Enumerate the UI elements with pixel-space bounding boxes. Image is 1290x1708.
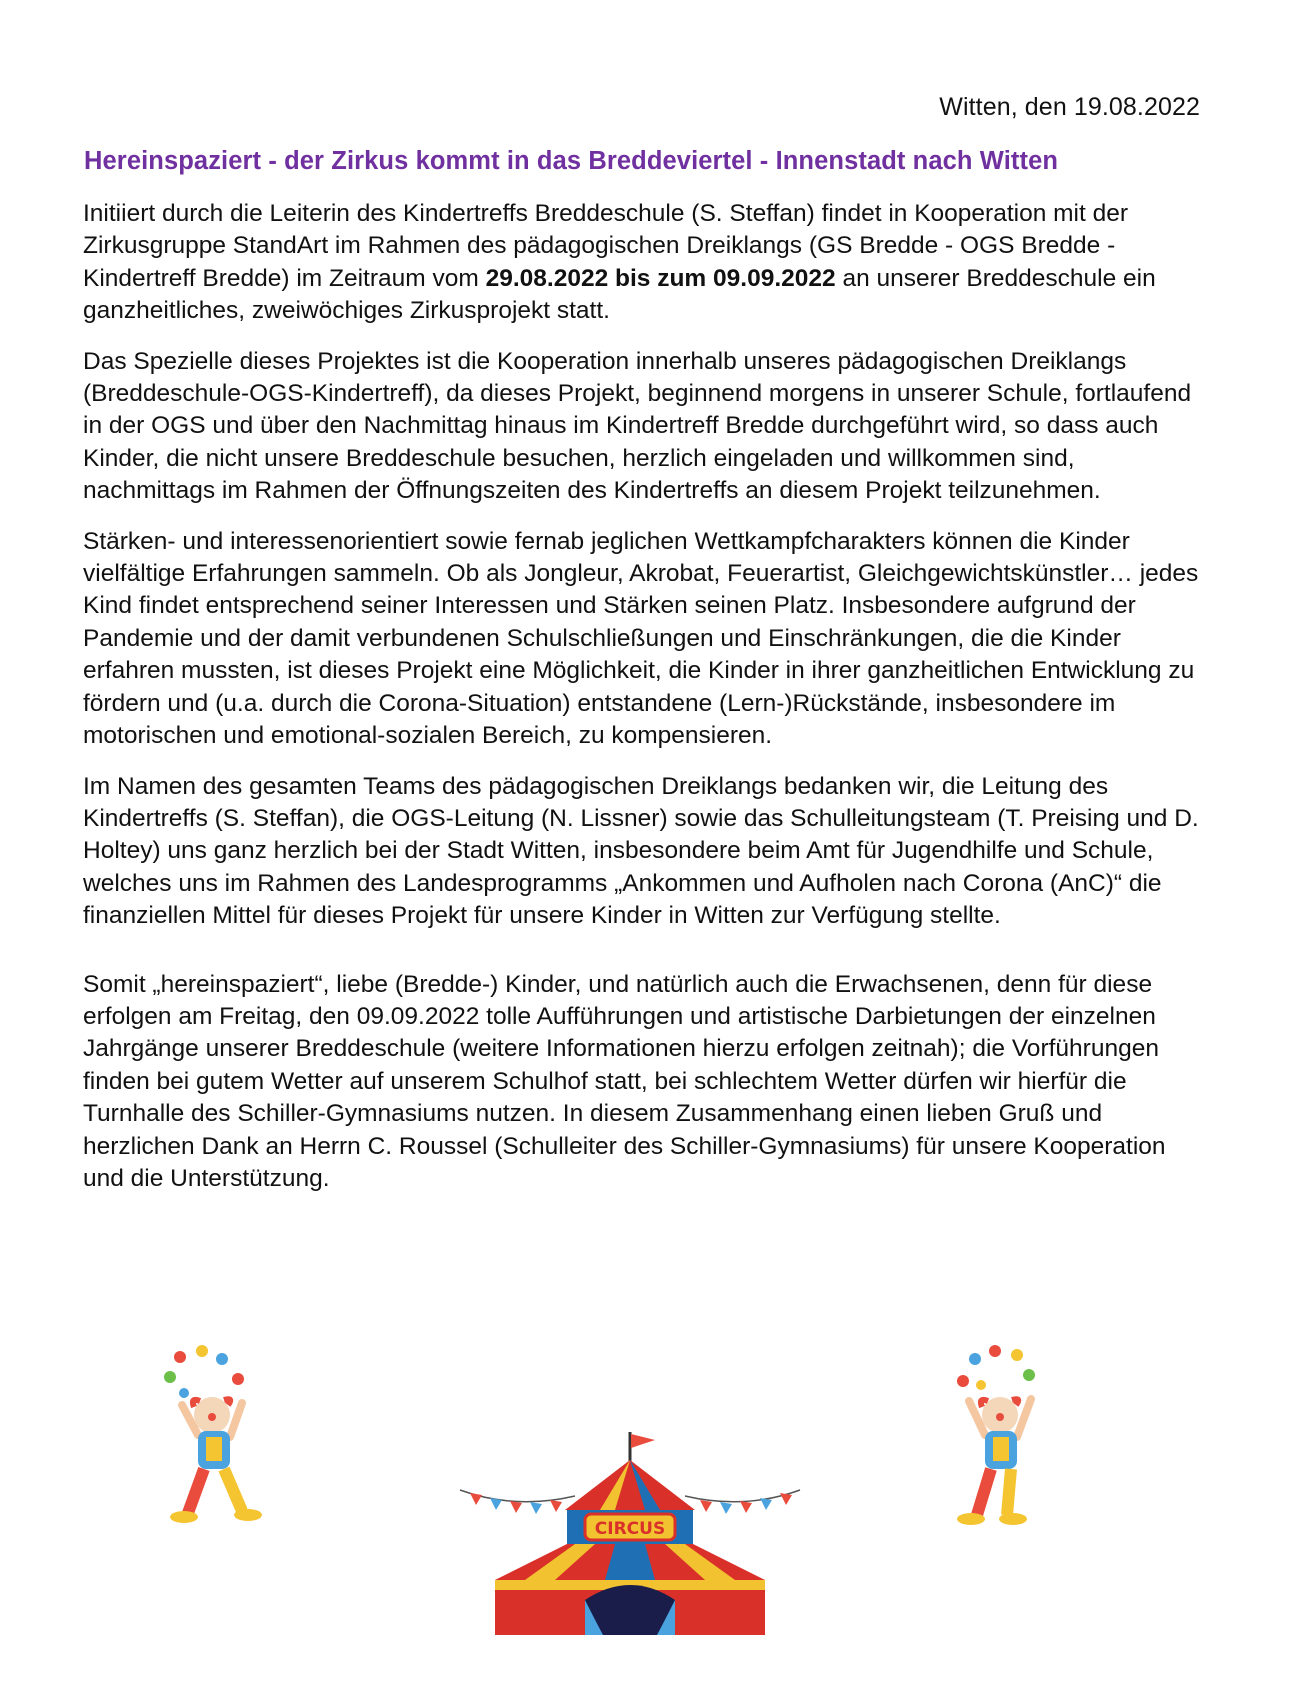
juggling-clown-icon (945, 1345, 1095, 1535)
paragraph-intro-text-2: an unserer Breddeschule ein ganzheitliches, zweiwöchiges Zirkusprojekt statt. (83, 264, 1156, 325)
document-title: Hereinspaziert - der Zirkus kommt in das Breddeviertel - Innenstadt nach Witten (84, 147, 1059, 175)
paragraph-intro-text-1: Initiiert durch die Leiterin des Kindertreffs Breddeschule (S. Steffan) findet in Kooperation mit der Zirkusgruppe StandArt im Rahmen des pädagogischen Dreiklangs (GS Bredde - OGS Bredde - Kindertreff Bredde) im Zeitraum vom (83, 200, 1129, 292)
project-date-range: 29.08.2022 bis zum 09.09.2022 (485, 264, 836, 292)
document-body (83, 198, 1213, 1213)
tent-sign: CIRCUS (594, 1519, 666, 1539)
juggling-clown-icon (160, 1345, 310, 1535)
circus-tent-icon (455, 1430, 805, 1640)
paragraph-experiences: Stärken- und interessenorientiert sowie fernab jeglichen Wettkampfcharakters können die Kinder vielfältige Erfahrungen sammeln. Ob als Jongleur, Akrobat, Feuerartist, Gleichgewichtskünstler… jedes Kind findet entsprechend seiner Interessen und Stärken seinen Platz. Insbesondere aufgrund der Pandemie und der damit verbundenen Schulschließungen und Einschränkungen, die die Kinder erfahren mussten, ist dieses Projekt eine Möglichkeit, die Kinder in ihrer ganzheitlichen Entwicklung zu fördern und (u.a. durch die Corona-Situation) entstandene (Lern-)Rückstände, insbesondere im motorischen und emotional-sozialen Bereich, zu kompensieren. (83, 527, 1199, 750)
paragraph-invitation: Somit „hereinspaziert“, liebe (Bredde-) Kinder, und natürlich auch die Erwachsenen, denn für diese erfolgen am Freitag, den 09.09.2022 tolle Aufführungen und artistische Darbietungen der einzelnen Jahrgänge unserer Breddeschule (weitere Informationen hierzu erfolgen zeitnah); die Vorführungen finden bei gutem Wetter auf unserem Schulhof statt, bei schlechtem Wetter dürfen wir hierfür die Turnhalle des Schiller-Gymnasiums nutzen. In diesem Zusammenhang einen lieben Gruß und herzlichen Dank an Herrn C. Roussel (Schulleiter des Schiller-Gymnasiums) für unsere Kooperation und die Unterstützung. (83, 970, 1166, 1192)
paragraph-thanks: Im Namen des gesamten Teams des pädagogischen Dreiklangs bedanken wir, die Leitung des Kindertreffs (S. Steffan), die OGS-Leitung (N. Lissner) sowie das Schulleitungsteam (T. Preising und D. Holtey) uns ganz herzlich bei der Stadt Witten, insbesondere beim Amt für Jugendhilfe und Schule, welches uns im Rahmen des Landesprogramms „Ankommen und Aufholen nach Corona (AnC)“ die finanziellen Mittel für dieses Projekt für unsere Kinder in Witten zur Verfügung stellte. (83, 772, 1199, 930)
paragraph-intro (83, 198, 1213, 328)
paragraph-cooperation: Das Spezielle dieses Projektes ist die Kooperation innerhalb unseres pädagogischen Dreiklangs (Breddeschule-OGS-Kindertreff), da dieses Projekt, beginnend morgens in unserer Schule, fortlaufend in der OGS und über den Nachmittag hinaus im Kindertreff Bredde durchgeführt wird, so dass auch Kinder, die nicht unsere Breddeschule besuchen, herzlich eingeladen und willkommen sind, nachmittags im Rahmen der Öffnungszeiten des Kindertreffs an diesem Projekt teilzunehmen. (83, 347, 1192, 505)
letter-date: Witten, den 19.08.2022 (939, 93, 1200, 121)
